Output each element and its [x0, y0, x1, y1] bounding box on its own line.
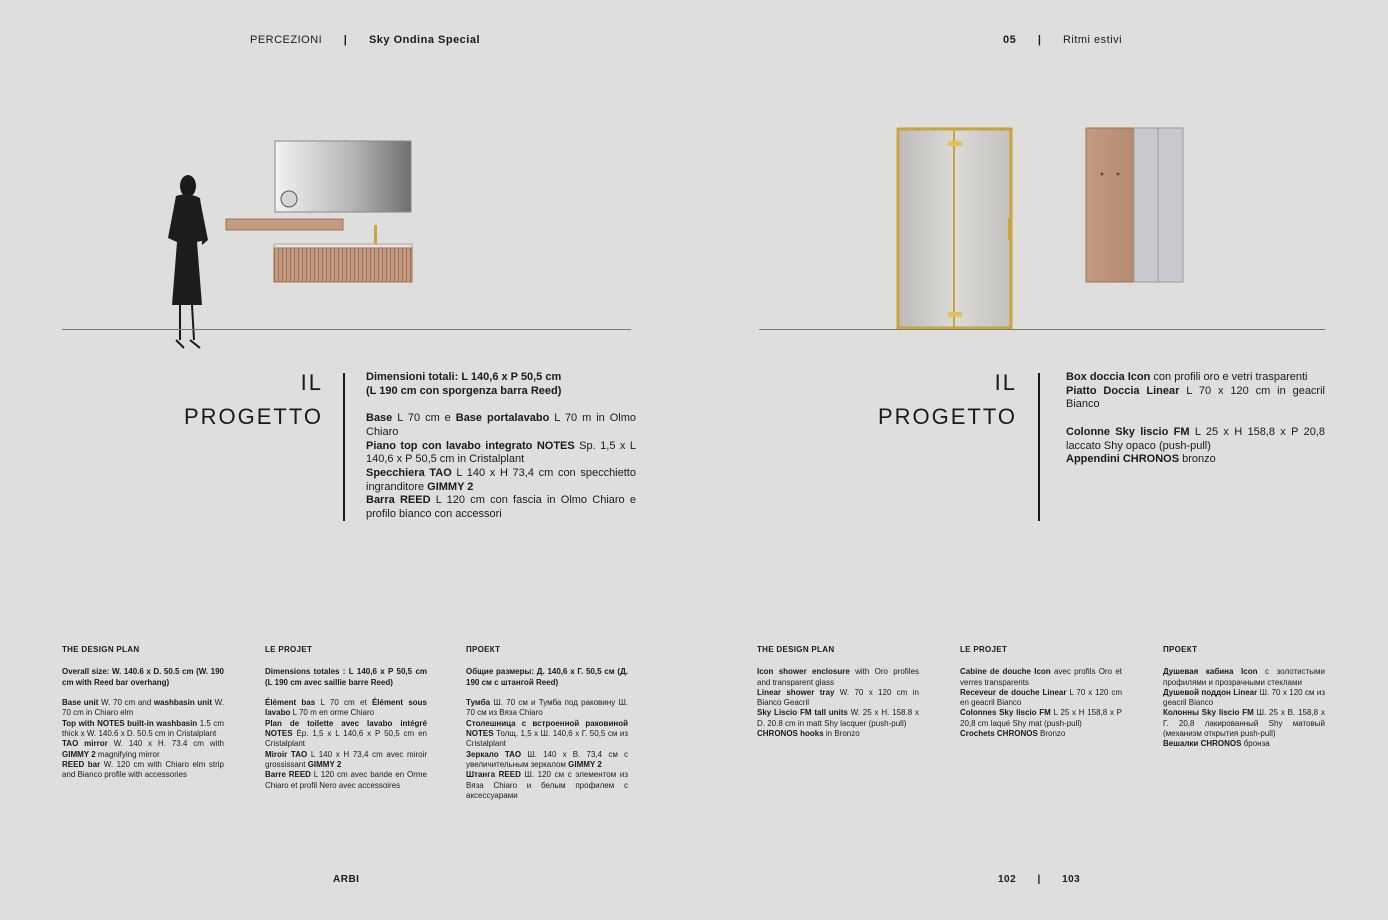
item-name: Sky Liscio FM tall units — [757, 708, 848, 718]
item-name: washbasin unit — [153, 698, 213, 708]
spec-item — [1066, 453, 1325, 467]
page-number-right: 103 — [1062, 874, 1081, 885]
magnifying-mirror-shape — [281, 191, 297, 207]
overall-size: Dimensions totales : L 140,6 x P 50,5 cm (L 190 cm avec saillie barre Reed) — [265, 667, 427, 687]
item-name: Cabine de douche Icon — [960, 667, 1051, 677]
spec-item — [757, 729, 919, 739]
spec-item — [1066, 426, 1325, 453]
spec-item — [960, 729, 1122, 739]
item-name: Штанга REED — [466, 770, 521, 780]
spec-item — [366, 467, 636, 494]
overall-size: Dimensioni totali: L 140,6 x P 50,5 cm — [366, 371, 562, 383]
spec-item — [1163, 708, 1325, 739]
item-detail: bronzo — [1179, 453, 1216, 466]
item-detail: with Oro profiles and transparent glass — [757, 667, 919, 687]
item-name: Miroir TAO — [265, 749, 308, 759]
woman-figure-icon — [168, 175, 208, 348]
item-name: Зеркало TAO — [466, 749, 522, 759]
item-detail: бронза — [1241, 739, 1270, 749]
overall-size-note: (L 190 cm con sporgenza barra Reed) — [366, 384, 562, 397]
item-detail: 1.5 cm thick x W. 140.6 x D. 50.5 cm in Cristalplant — [62, 718, 224, 739]
item-name: GIMMY 2 — [568, 759, 602, 769]
item-name: Specchiera TAO — [366, 466, 452, 479]
spec-item — [62, 739, 224, 760]
item-name: Душевая кабина Icon — [1163, 667, 1258, 677]
translation-column-ru — [466, 645, 628, 801]
item-detail: Ш. 25 x В. 158,8 x Г. 20,8 лакированный Shy матовый (механизм открытия push-pull) — [1163, 708, 1325, 739]
translation-column-ru — [1163, 645, 1325, 750]
item-name: REED bar — [62, 759, 101, 769]
item-name: Base — [366, 412, 393, 425]
spec-item — [62, 698, 224, 719]
item-name: Receveur de douche Linear — [960, 687, 1067, 697]
description-items — [1066, 371, 1325, 467]
item-name: Colonne Sky liscio FM — [1066, 425, 1190, 438]
spec-item — [1066, 385, 1325, 412]
header-separator: | — [343, 34, 348, 46]
spec-item — [757, 688, 919, 709]
item-detail: L 140 x H 73,4 cm avec miroir grossissant — [265, 749, 428, 769]
column-heading: LE PROJET — [960, 645, 1008, 654]
spec-item — [1163, 667, 1325, 688]
item-detail: Ш. 70 x 120 см из geacril Bianco — [1163, 687, 1325, 708]
item-detail: L 70 x 120 cm en geacril Bianco — [960, 687, 1122, 708]
floor-line-right — [759, 329, 1325, 330]
title-divider — [343, 373, 345, 521]
item-detail: L 25 x H 158,8 x P 20,8 laccato Shy opaco (push-pull) — [1066, 425, 1325, 452]
spec-item — [366, 412, 636, 439]
item-detail: L 70 m en orme Chiaro — [290, 708, 375, 718]
item-detail: Толщ. 1,5 x Ш. 140,6 x Г. 50,5 см из Cristalplant — [466, 729, 628, 749]
item-detail: W. 70 x 120 cm in Bianco Geacril — [757, 687, 919, 708]
right-header — [1003, 34, 1122, 46]
item-detail: L 70 cm e — [392, 412, 456, 425]
page-number-left: 102 — [998, 874, 1017, 885]
item-detail: avec profils Oro et verres transparents — [960, 667, 1122, 687]
item-detail: in Bronzo — [823, 729, 860, 739]
spec-item — [466, 770, 628, 801]
overall-size: Overall size: W. 140.6 x D. 50.5 cm (W. 190 cm with Reed bar overhang) — [62, 667, 224, 687]
spec-item — [1163, 739, 1325, 749]
item-name: Élément bas — [265, 698, 316, 708]
item-name: GIMMY 2 — [427, 480, 474, 493]
item-name: TAO mirror — [62, 739, 108, 749]
title-line-2: PROGETTO — [183, 404, 323, 429]
title-line-1: IL — [300, 370, 323, 395]
item-name: CHRONOS hooks — [757, 729, 824, 739]
spec-item — [265, 770, 427, 791]
spec-item — [1163, 688, 1325, 709]
item-name: Top with NOTES built-in washbasin — [62, 718, 198, 728]
translation-column-fr — [960, 645, 1122, 739]
item-detail: L 25 x H 158,8 x P 20,8 cm laqué Shy mat (push-pull) — [960, 708, 1122, 728]
item-name: Barre REED — [265, 770, 311, 780]
item-name: Колонны Sky liscio FM — [1163, 708, 1254, 718]
item-detail: Sp. 1,5 x L 140,6 x P 50,5 cm in Cristalplant — [366, 439, 636, 466]
page-numbers — [998, 874, 1080, 885]
item-detail: Ш. 70 см и Тумба под раковину Ш. 70 см из Вяза Chiaro — [466, 698, 628, 718]
column-heading: THE DESIGN PLAN — [757, 645, 835, 654]
title-line-2: PROGETTO — [877, 404, 1017, 429]
spec-item — [265, 698, 427, 719]
reed-bar-shape — [226, 219, 343, 230]
item-detail: Ép. 1,5 x L 140,6 x P 50,5 cm en Cristalplant — [265, 729, 427, 749]
spec-item — [265, 719, 427, 750]
item-name: Base unit — [62, 698, 99, 708]
column-heading: ПРОЕКТ — [1163, 645, 1198, 654]
page-number-separator: | — [1037, 874, 1041, 885]
spec-item — [757, 667, 919, 688]
spec-item — [62, 760, 224, 781]
title-divider — [1038, 373, 1040, 521]
description-items — [366, 412, 636, 522]
item-detail: L 70 m in Olmo Chiaro — [366, 412, 637, 438]
spec-item — [757, 708, 919, 729]
spec-item — [466, 719, 628, 750]
item-detail: W. 70 cm and — [98, 698, 154, 708]
item-detail: с золотистыми профилями и прозрачными стеклами — [1163, 667, 1325, 687]
spec-item — [265, 750, 427, 771]
item-name: Base portalavabo — [455, 412, 550, 425]
item-name: Plan de toilette avec lavabo intégré NOTES — [265, 718, 427, 739]
translation-column-fr — [265, 645, 427, 791]
item-detail: Ш. 120 см с элементом из Вяза Chiaro и белым профилем с аксессуарами — [466, 770, 628, 800]
overall-size: Общие размеры: Д. 140,6 x Г. 50,5 см (Д. 190 см с штангой Reed) — [466, 667, 628, 687]
item-detail: W. 120 cm with Chiaro elm strip and Bianco profile with accessories — [62, 759, 224, 780]
project-description — [1066, 371, 1325, 467]
spec-item — [366, 440, 636, 467]
item-name: Столешница с встроенной раковиной NOTES — [466, 718, 628, 739]
item-detail: L 140 x H 73,4 cm con specchietto ingranditore — [366, 466, 636, 493]
page-title — [845, 366, 1017, 434]
item-detail: W. 25 x H. 158.8 x D. 20.8 cm in matt Shy lacquer (push-pull) — [757, 708, 919, 728]
page-title — [150, 366, 323, 434]
brand-footer: ARBI — [333, 874, 360, 885]
item-detail: W. 140 x H. 73.4 cm with — [107, 739, 224, 749]
left-header — [250, 34, 480, 46]
item-name: Linear shower tray — [757, 687, 835, 697]
item-name: Тумба — [466, 698, 491, 708]
item-detail: Bronzo — [1037, 729, 1066, 739]
item-name: Icon shower enclosure — [757, 667, 850, 677]
spec-item — [466, 750, 628, 771]
column-heading: THE DESIGN PLAN — [62, 645, 140, 654]
base-unit-shape — [274, 248, 412, 282]
item-name: Piatto Doccia Linear — [1066, 384, 1180, 397]
item-detail: L 120 cm avec bande en Orme Chiaro et profil Nero avec accessoires — [265, 770, 427, 790]
spec-item — [62, 719, 224, 740]
item-detail: L 70 x 120 cm in geacril Bianco — [1066, 384, 1325, 411]
item-name: Élément sous lavabo — [265, 698, 428, 718]
item-detail: W. 70 cm in Chiaro elm — [62, 698, 224, 718]
item-name: GIMMY 2 — [62, 749, 96, 759]
floor-line-left — [62, 329, 631, 330]
spec-item — [960, 688, 1122, 709]
translation-column-en — [62, 645, 224, 781]
project-description — [366, 371, 636, 522]
item-name: Crochets CHRONOS — [960, 729, 1038, 739]
section-label: PERCEZIONI — [250, 34, 323, 46]
column-heading: ПРОЕКТ — [466, 645, 501, 654]
spec-item — [466, 698, 628, 719]
item-name: Appendini CHRONOS — [1066, 453, 1180, 466]
shower-enclosure-shape — [898, 129, 1011, 328]
header-subtitle: Ritmi estivi — [1062, 34, 1123, 46]
spec-item — [960, 667, 1122, 688]
translation-column-en — [757, 645, 919, 739]
spec-item — [366, 494, 636, 521]
tall-units-shape — [1086, 128, 1183, 282]
item-name: Вешалки CHRONOS — [1163, 739, 1242, 749]
item-detail: L 120 cm con fascia in Olmo Chiaro e profilo bianco con accessori — [366, 494, 636, 521]
item-detail: con profili oro e vetri trasparenti — [1150, 371, 1308, 383]
title-line-1: IL — [994, 370, 1017, 395]
header-subtitle: Sky Ondina Special — [368, 34, 481, 46]
item-detail: Ш. 140 x В. 73,4 см с увеличительным зеркалом — [466, 749, 628, 769]
item-name: Piano top con lavabo integrato NOTES — [366, 439, 575, 452]
item-name: GIMMY 2 — [307, 759, 342, 769]
top-shape — [274, 244, 412, 248]
faucet-shape — [374, 225, 377, 244]
spec-item — [1066, 371, 1325, 385]
header-separator: | — [1037, 34, 1042, 46]
item-name: Colonnes Sky liscio FM — [960, 708, 1051, 718]
item-detail: L 70 cm et — [315, 698, 372, 708]
shower-illustration — [890, 122, 1190, 332]
vanity-illustration — [150, 130, 420, 355]
item-name: Box doccia Icon — [1066, 371, 1151, 383]
item-name: Душевой поддон Linear — [1163, 687, 1258, 697]
item-detail: magnifying mirror — [95, 749, 160, 759]
item-name: Barra REED — [366, 494, 431, 507]
column-heading: LE PROJET — [265, 645, 313, 654]
header-number: 05 — [1003, 34, 1017, 46]
spec-item — [960, 708, 1122, 729]
